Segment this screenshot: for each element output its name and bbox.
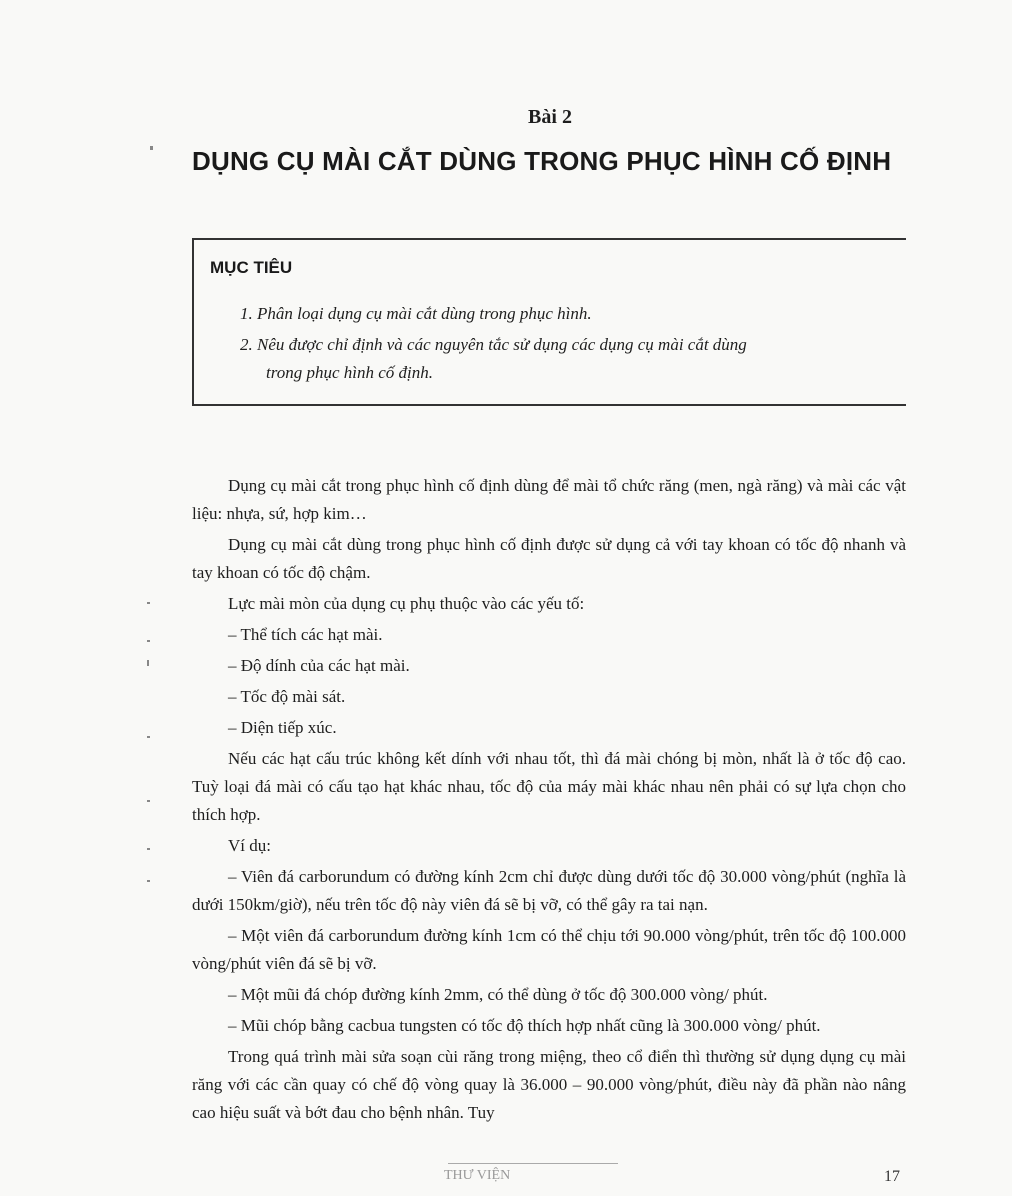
objective-item-1: 1. Phân loại dụng cụ mài cắt dùng trong phục hình. (240, 304, 592, 323)
lesson-number: Bài 2 (528, 106, 572, 128)
objectives-list (240, 300, 900, 387)
list-item: – Một viên đá carborundum đường kính 1cm có thể chịu tới 90.000 vòng/phút, trên tốc độ 100.000 vòng/phút viên đá sẽ bị vỡ. (192, 926, 906, 973)
margin-speck (147, 736, 150, 738)
footer-rule (448, 1163, 618, 1164)
list-item: – Viên đá carborundum có đường kính 2cm chỉ được dùng dưới tốc độ 30.000 vòng/phút (nghĩa là dưới 150km/giờ), nếu trên tốc độ này viên đá sẽ bị vỡ, có thể gây ra tai nạn. (192, 867, 906, 914)
paragraph: Dụng cụ mài cắt trong phục hình cố định dùng để mài tổ chức răng (men, ngà răng) và mài các vật liệu: nhựa, sứ, hợp kim… (192, 476, 906, 523)
list-item: – Độ dính của các hạt mài. (228, 656, 410, 675)
margin-speck (147, 640, 150, 642)
body-text (192, 472, 906, 1130)
objectives-heading: MỤC TIÊU (210, 258, 293, 277)
margin-speck (150, 146, 153, 150)
margin-speck (147, 602, 150, 604)
objective-item-2-continued: trong phục hình cố định. (266, 363, 433, 382)
paragraph: Dụng cụ mài cắt dùng trong phục hình cố định được sử dụng cả với tay khoan có tốc độ nhanh và tay khoan có tốc độ chậm. (192, 535, 906, 582)
list-item: – Một mũi đá chóp đường kính 2mm, có thể dùng ở tốc độ 300.000 vòng/ phút. (228, 985, 768, 1004)
list-item: – Diện tiếp xúc. (228, 718, 337, 737)
margin-speck (147, 880, 150, 882)
list-item: – Mũi chóp bằng cacbua tungsten có tốc độ thích hợp nhất cũng là 300.000 vòng/ phút. (228, 1016, 821, 1035)
objective-item-2: 2. Nêu được chỉ định và các nguyên tắc sử dụng các dụng cụ mài cắt dùng (240, 335, 747, 354)
margin-speck (147, 848, 150, 850)
paragraph: Nếu các hạt cấu trúc không kết dính với nhau tốt, thì đá mài chóng bị mòn, nhất là ở tốc độ cao. Tuỳ loại đá mài có cấu tạo hạt khác nhau, tốc độ của máy mài khác nhau nên phải có sự lựa chọn cho thích hợp. (192, 749, 906, 824)
list-item: – Thể tích các hạt mài. (228, 625, 383, 644)
margin-speck (147, 660, 149, 666)
page-title: DỤNG CỤ MÀI CẮT DÙNG TRONG PHỤC HÌNH CỐ ĐỊNH (192, 146, 892, 176)
footer-stamp: THƯ VIỆN (444, 1168, 511, 1183)
list-item: – Tốc độ mài sát. (228, 687, 346, 706)
margin-speck (147, 800, 150, 802)
paragraph: Ví dụ: (228, 836, 271, 855)
paragraph: Lực mài mòn của dụng cụ phụ thuộc vào các yếu tố: (228, 594, 585, 613)
paragraph: Trong quá trình mài sửa soạn cùi răng trong miệng, theo cổ điển thì thường sử dụng dụng cụ mài răng với các cần quay có chế độ vòng quay là 36.000 – 90.000 vòng/phút, điều này đã phần nào nâng cao hiệu suất và bớt đau cho bệnh nhân. Tuy (192, 1047, 906, 1122)
page-number: 17 (884, 1168, 900, 1185)
